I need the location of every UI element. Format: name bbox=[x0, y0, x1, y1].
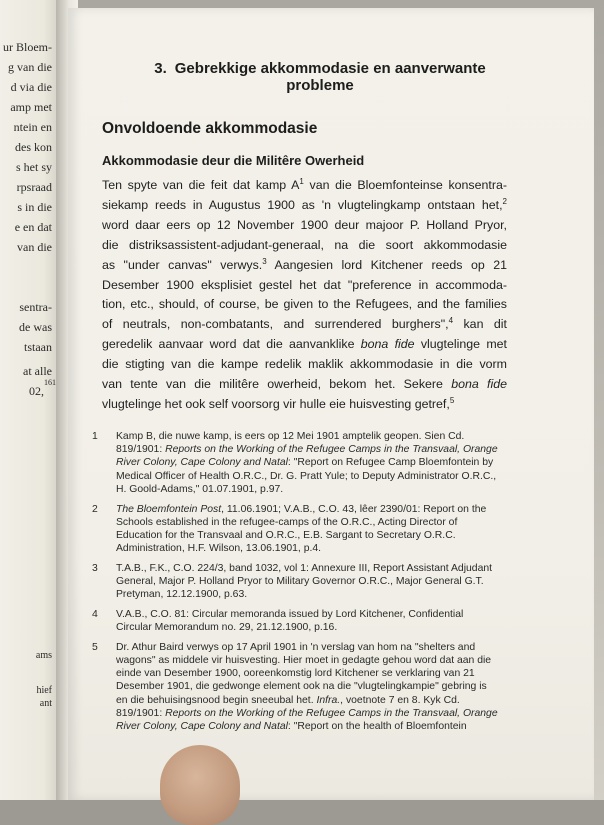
prev-page-line: tstaan bbox=[24, 340, 52, 354]
footnote-number: 5 bbox=[92, 641, 98, 653]
prev-page-line: de was bbox=[19, 320, 52, 334]
footnote-number: 3 bbox=[92, 562, 98, 574]
footnote-number: 4 bbox=[92, 608, 98, 620]
body-paragraph bbox=[102, 176, 507, 415]
body-line: as "under canvas" verwys.$^3$ Aangesien lord Kitchener reeds op 21 bbox=[102, 256, 507, 272]
body-line: die distriksassistent-adjudant-generaal, na die soort akkommodasie bbox=[102, 237, 507, 252]
footnote-4: 4 V.A.B., C.O. 81: Circular memoranda issued by Lord Kitchener, Confidential Circular Memorandum no. 29, 21.12.1900, p.16. bbox=[92, 608, 464, 634]
prev-page-line: ant bbox=[39, 698, 52, 709]
subsection-heading: Akkommodasie deur die Militêre Owerheid bbox=[102, 153, 365, 168]
footnote-ref: 3 bbox=[262, 256, 267, 266]
prev-page-line: 02, bbox=[29, 384, 44, 398]
chapter-number: 3. bbox=[154, 60, 167, 77]
body-line: word daar eers op 12 November 1900 deur majoor P. Holland Pryor, bbox=[102, 217, 507, 232]
footnote-2: 2 The Bloemfontein Post, 11.06.1901; V.A.B., C.O. 43, lêer 2390/01: Report on the Schools established in the refugee-camps of the O.R.C., Acting Director of Education for the Transvaal and O.R.C., E.B. Sargant to Secretary O.R.C. Administration, H.F. Wilson, 13.06.1901, p.4. bbox=[92, 503, 487, 555]
previous-page-edge bbox=[0, 0, 58, 800]
chapter-title-line: Gebrekkige akkommodasie en aanverwante bbox=[174, 60, 486, 77]
prev-page-line: e en dat bbox=[14, 220, 52, 234]
footnote-3: 3 T.A.B., F.K., C.O. 224/3, band 1032, vol 1: Annexure III, Report Assistant Adjudant General, Major P. Holland Pryor to Military Governor O.R.C., Major General G.T. Pretyman, 12.12.1900, p.63. bbox=[92, 562, 493, 601]
body-line: van tente van die militêre owerheid, bekom het. Sekere bona fide bbox=[102, 377, 507, 392]
footnote-1: 1 Kamp B, die nuwe kamp, is eers op 12 Mei 1901 amptelik geopen. Sien Cd. 819/1901: Reports on the Working of the Refugee Camps in the Transvaal, Orange River Colony, Cape Colony and Natal: "Report on Refugee Camp Bloemfontein by Medical Officer of Health O.R.C., Dr. G. Pratt Yule; to Deputy Administrator O.R.C., H. Goold-Adams," 01.07.1901, p.97. bbox=[92, 431, 498, 495]
fingertip bbox=[160, 745, 240, 825]
body-line: vlugtelinge het ook self voorsorg vir hulle eie huisvesting getref,$^5$ bbox=[102, 395, 455, 411]
prev-page-line: rpsraad bbox=[16, 180, 52, 194]
prev-page-line: hief bbox=[36, 685, 52, 696]
prev-page-line: amp met bbox=[10, 100, 52, 114]
prev-page-line: ams bbox=[35, 650, 52, 661]
prev-page-line: ur Bloem- bbox=[3, 40, 52, 54]
prev-page-line: g van die bbox=[8, 60, 52, 74]
body-line: die stigting van die kampe redelik maklik akkommodasie in die vorm bbox=[102, 357, 507, 372]
body-line: siekamp reeds in Augustus 1900 as 'n vlugtelingkamp ontstaan het,$^2$ bbox=[102, 196, 507, 212]
prev-page-line: at alle bbox=[23, 364, 52, 378]
footnote-5: 5 Dr. Athur Baird verwys op 17 April 1901 in 'n verslag van hom na "shelters and wagons" as middele vir huisvesting. Hier moet in gedagte gehou word dat aan die einde van Desember 1900, ooreenkomstig lord Kitchener se verklaring van 21 Desember 1901, die gedwonge element ook na die "vlugtelingkampie" gebring is en die behuisingsnood begin sneeubal het. Infra., voetnote 7 en 8. Kyk Cd. 819/1901: Reports on the Working of the Refugee Camps in the Transvaal, Orange River Colony, Cape Colony and Natal: "Report on the health of Bloemfontein bbox=[92, 641, 498, 733]
body-line: geredelik aanvaar word dat die aanvanklike bona fide vlugtelinge met bbox=[102, 337, 507, 352]
prev-page-line: s het sy bbox=[16, 160, 52, 174]
chapter-heading bbox=[120, 60, 520, 94]
prev-page-line: des kon bbox=[15, 140, 52, 154]
chapter-title-line: probleme bbox=[286, 77, 354, 94]
prev-page-line: ntein en bbox=[13, 120, 52, 134]
body-line: Ten spyte van die feit dat kamp $A^1$ van die Bloemfonteinse konsentra- bbox=[102, 176, 507, 192]
body-line: Desember 1900 eksplisiet gestel het dat "preference in accommoda- bbox=[102, 277, 507, 292]
footnote-number: 2 bbox=[92, 503, 98, 515]
footnote-ref: 4 bbox=[448, 316, 454, 326]
footnote-number: 1 bbox=[92, 431, 98, 442]
footnote-ref: 2 bbox=[502, 196, 507, 206]
body-line: tion, etc., should, of course, be given to the Refugees, and the families bbox=[102, 297, 507, 312]
prev-page-footnote-ref: 161 bbox=[44, 378, 56, 387]
section-heading: Onvoldoende akkommodasie bbox=[102, 120, 318, 137]
footnote-ref: 5 bbox=[449, 395, 455, 405]
footnotes bbox=[92, 430, 512, 740]
prev-page-line: s in die bbox=[17, 200, 52, 214]
prev-page-line: sentra- bbox=[19, 300, 52, 314]
footnote-ref: 1 bbox=[299, 176, 304, 186]
prev-page-line: d via die bbox=[10, 80, 52, 94]
prev-page-line: van die bbox=[17, 240, 52, 254]
body-line: of neutrals, non-combatants, and surrendered burghers",$^4$ kan dit bbox=[102, 316, 507, 332]
